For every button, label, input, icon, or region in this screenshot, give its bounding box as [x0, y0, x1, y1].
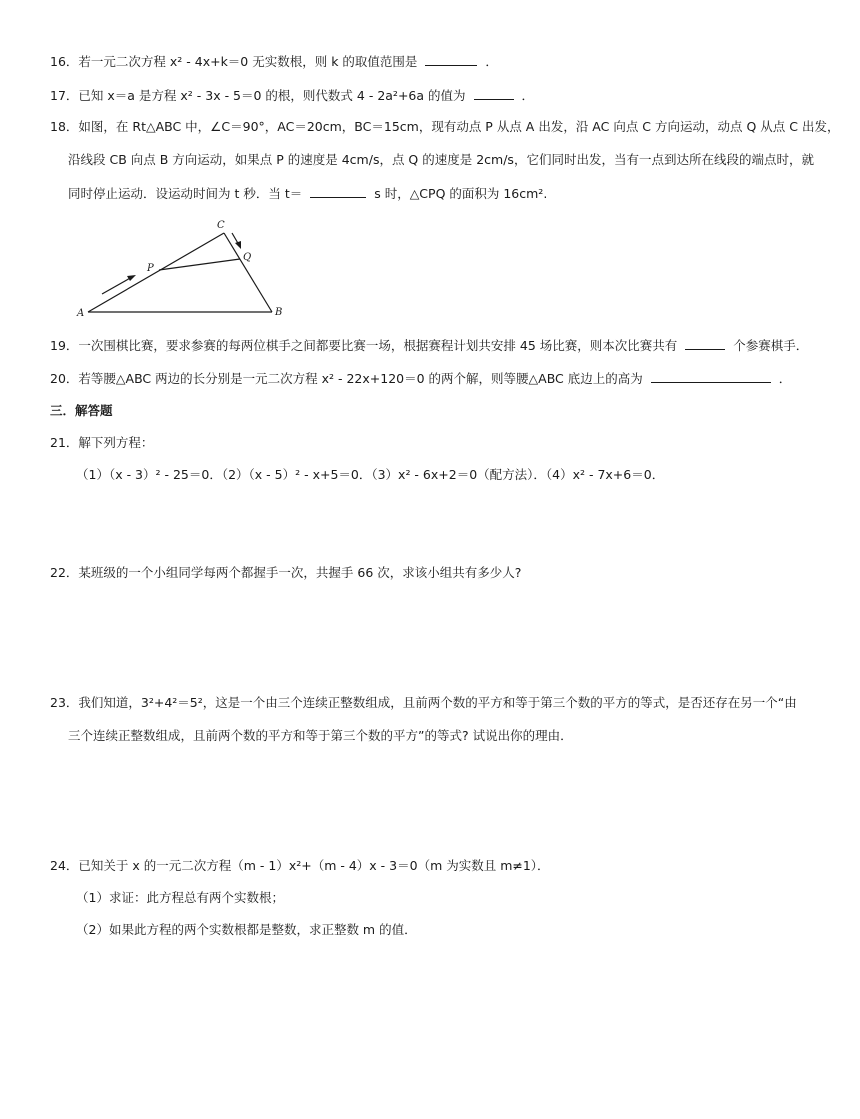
- question-24: 24．已知关于 x 的一元二次方程（m - 1）x²+（m - 4）x - 3＝0（m 为实数且 m≠1）．: [50, 858, 550, 873]
- answer-blank-18: [310, 184, 366, 198]
- question-23-line-2: 三个连续正整数组成，且前两个数的平方和等于第三个数的平方”的等式? 试说出你的理由．: [68, 728, 573, 743]
- question-18-line-2: [68, 151, 814, 169]
- question-18-text-1: 18．如图，在 Rt△ABC 中，∠C＝90°，AC＝20cm，BC＝15cm，现有动点 P 从点 A 出发，沿 AC 向点 C 方向运动，动点 Q 从点 C 出发，: [50, 119, 840, 134]
- side-cb: [224, 233, 272, 312]
- question-21-subparts: （1）（x - 3）² - 25＝0．（2）（x - 5）² - x+5＝0．（3）x² - 6x+2＝0（配方法）．（4）x² - 7x+6＝0．: [76, 467, 665, 482]
- question-21: 21．解下列方程：: [50, 435, 154, 450]
- question-20-tail: ．: [778, 371, 792, 386]
- question-24-part-2: （2）如果此方程的两个实数根都是整数，求正整数 m 的值．: [76, 922, 417, 937]
- arrow-p-head: [127, 275, 136, 281]
- triangle-diagram: [74, 214, 294, 324]
- question-19-tail: 个参赛棋手．: [733, 338, 809, 353]
- answer-blank-19: [685, 336, 725, 350]
- question-17-text: 17．已知 x＝a 是方程 x² - 3x - 5＝0 的根，则代数式 4 - 2a²+6a 的值为: [50, 88, 466, 103]
- label-a: A: [77, 308, 85, 319]
- section-heading-solutions: 三．解答题: [50, 403, 113, 418]
- label-b: B: [275, 307, 283, 318]
- question-17: [50, 86, 534, 105]
- label-q: Q: [243, 252, 252, 263]
- question-18-text-3b: s 时，△CPQ 的面积为 16cm².: [374, 186, 548, 201]
- label-c: C: [217, 220, 225, 231]
- answer-blank-20: [651, 369, 771, 383]
- question-16-tail: ．: [485, 54, 498, 69]
- question-18-text-3a: 同时停止运动．设运动时间为 t 秒．当 t＝: [68, 186, 303, 201]
- question-16: [50, 52, 498, 71]
- question-17-tail: ．: [521, 88, 534, 103]
- answer-blank-17: [474, 86, 514, 100]
- question-19-text: 19．一次围棋比赛，要求参赛的每两位棋手之间都要比赛一场，根据赛程计划共安排 45 场比赛，则本次比赛共有: [50, 338, 678, 353]
- question-22: 22．某班级的一个小组同学每两个都握手一次，共握手 66 次，求该小组共有多少人?: [50, 565, 522, 580]
- side-ac: [88, 233, 224, 312]
- question-18-text-2: 沿线段 CB 向点 B 方向运动，如果点 P 的速度是 4cm/s，点 Q 的速度是 2cm/s，它们同时出发，当有一点到达所在线段的端点时，就: [68, 152, 814, 167]
- label-p: P: [147, 263, 154, 274]
- question-16-text: 16．若一元二次方程 x² - 4x+k＝0 无实数根，则 k 的取值范围是: [50, 54, 418, 69]
- answer-blank-16: [425, 52, 477, 66]
- arrow-p-shaft: [102, 277, 132, 294]
- question-20-text: 20．若等腰△ABC 两边的长分别是一元二次方程 x² - 22x+120＝0 的两个解，则等腰△ABC 底边上的高为: [50, 371, 643, 386]
- segment-pq: [159, 259, 240, 270]
- question-20: [50, 369, 791, 388]
- question-18-line-3: [68, 184, 547, 203]
- question-24-part-1: （1）求证：此方程总有两个实数根；: [76, 890, 284, 905]
- question-23-line-1: 23．我们知道，3²+4²＝5²，这是一个由三个连续正整数组成，且前两个数的平方和等于第三个数的平方的等式，是否还存在另一个“由: [50, 695, 797, 710]
- triangle-figure: [74, 214, 294, 324]
- arrow-q-head: [235, 241, 241, 249]
- question-18-line-1: [50, 118, 839, 136]
- question-19: [50, 336, 808, 355]
